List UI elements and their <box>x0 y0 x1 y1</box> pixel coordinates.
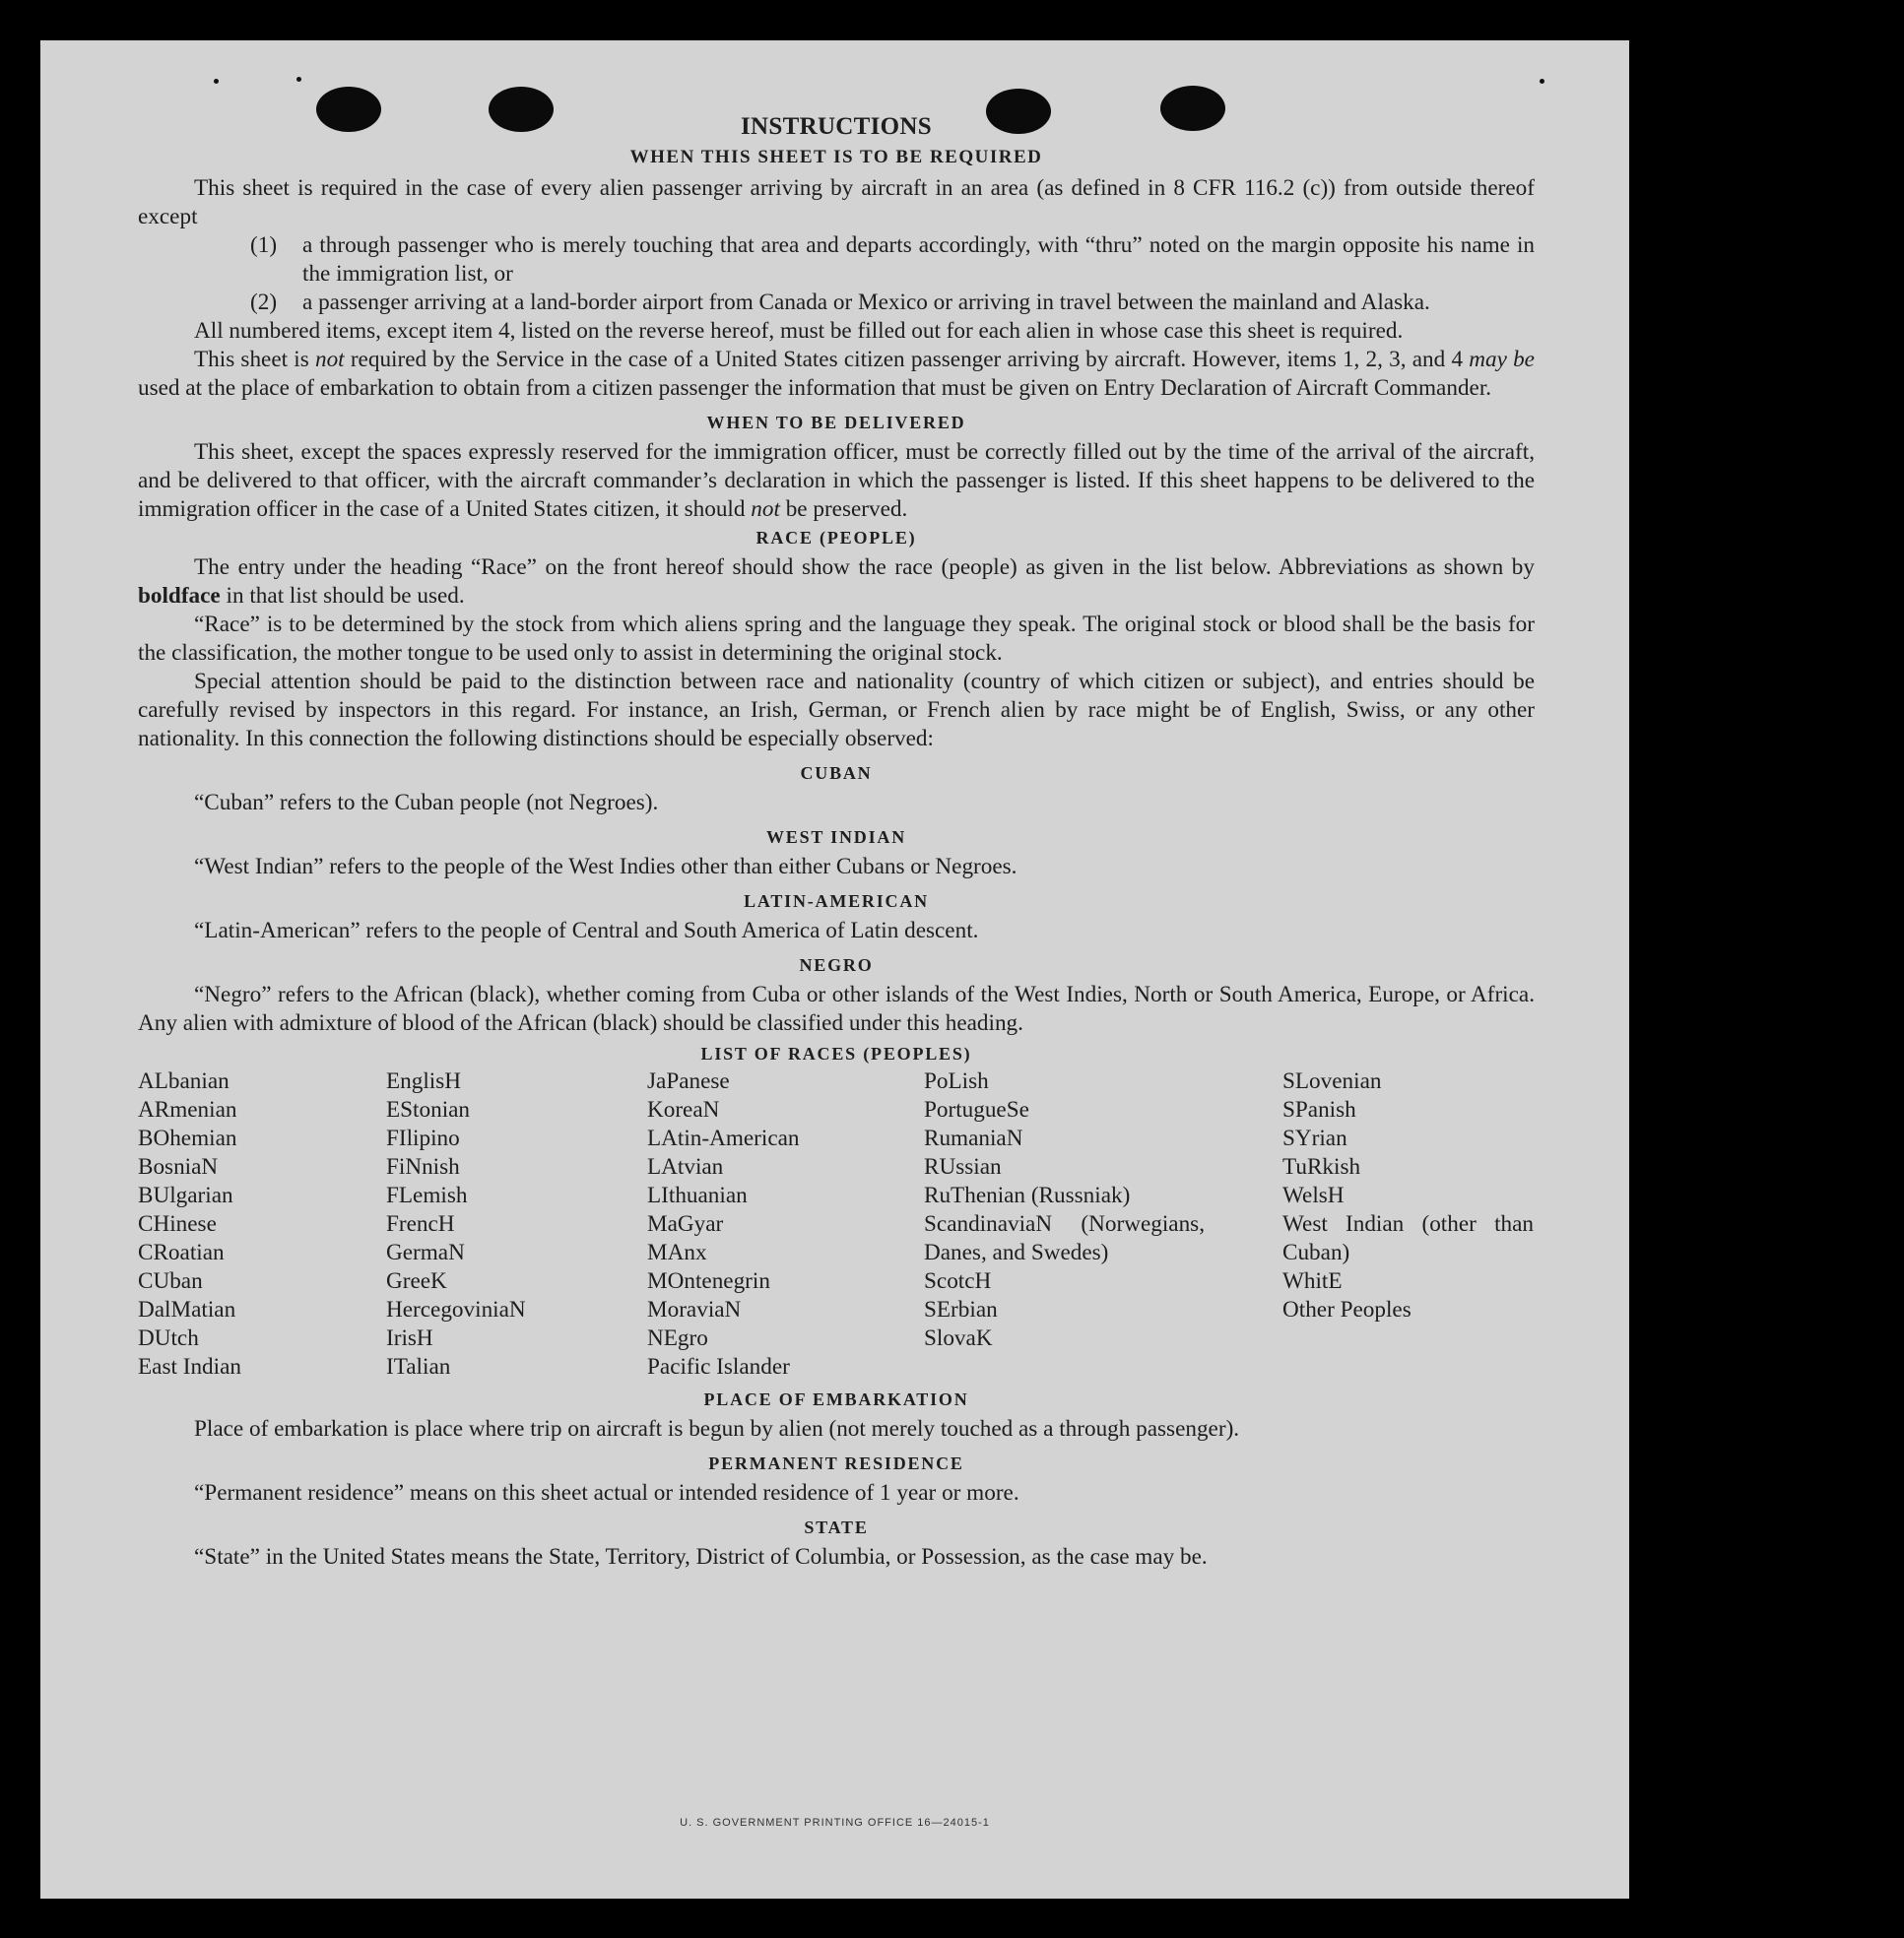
latin-american-paragraph: “Latin-American” refers to the people of Central and South America of Latin descent. <box>194 918 979 943</box>
list-item: MAnx <box>647 1240 707 1265</box>
citizen-paragraph: This sheet is not required by the Service in the case of a United States citizen passenger arriving by aircraft. However, items 1, 2, 3, and 4 may be used at the place of embarkation to obtain from a citizen passenger the information that must be given on Entry Declaration of Aircraft Commander. <box>138 347 1535 401</box>
list-item: DalMatian <box>138 1297 236 1323</box>
list-item: GermaN <box>386 1240 465 1265</box>
list-item: LIthuanian <box>647 1183 748 1208</box>
state-paragraph: “State” in the United States means the State, Territory, District of Columbia, or Possession, as the case may be. <box>194 1544 1208 1570</box>
speck <box>296 77 301 82</box>
punch-hole-2 <box>489 87 554 132</box>
list-item: LAtin-American <box>647 1126 800 1151</box>
printing-office-footer: U. S. GOVERNMENT PRINTING OFFICE 16—24015-1 <box>680 1817 990 1829</box>
list-item: SlovaK <box>924 1325 993 1351</box>
speck <box>1540 79 1544 84</box>
section-heading-residence: PERMANENT RESIDENCE <box>708 1454 964 1473</box>
list-item: PortugueSe <box>924 1097 1029 1123</box>
list-item: RuThenian (Russniak) <box>924 1183 1131 1208</box>
list-item: MOntenegrin <box>647 1268 770 1294</box>
list-item: BosniaN <box>138 1154 219 1180</box>
race-column-1 <box>138 1067 386 1382</box>
section-heading-negro: NEGRO <box>799 955 874 975</box>
list-item: LAtvian <box>647 1154 724 1180</box>
list-item: SErbian <box>924 1297 998 1323</box>
list-item: ITalian <box>386 1354 451 1380</box>
section-heading-required: WHEN THIS SHEET IS TO BE REQUIRED <box>629 147 1043 167</box>
list-item: TuRkish <box>1282 1154 1361 1180</box>
numbered-items-paragraph: All numbered items, except item 4, listed on the reverse hereof, must be filled out for each alien in whose case this sheet is required. <box>194 318 1404 344</box>
list-item: ARmenian <box>138 1097 237 1123</box>
list-item: MoraviaN <box>647 1297 742 1323</box>
cuban-paragraph: “Cuban” refers to the Cuban people (not Negroes). <box>194 790 659 815</box>
race-list <box>138 1067 1535 1382</box>
list-item: KoreaN <box>647 1097 720 1123</box>
list-item: BOhemian <box>138 1126 237 1151</box>
race-paragraph-2: “Race” is to be determined by the stock from which aliens spring and the language they speak. The original stock or blood shall be the basis for the classification, the mother tongue to be used only to assist in determining the original stock. <box>138 612 1535 666</box>
list-item: WelsH <box>1282 1183 1345 1208</box>
list-item: ALbanian <box>138 1068 230 1094</box>
list-item: CUban <box>138 1268 203 1294</box>
list-item: FLemish <box>386 1183 468 1208</box>
list-item: JaPanese <box>647 1068 730 1094</box>
section-heading-latin-american: LATIN-AMERICAN <box>744 891 929 911</box>
list-item: Other Peoples <box>1282 1297 1412 1323</box>
section-heading-west-indian: WEST INDIAN <box>765 827 906 847</box>
document-sheet <box>40 40 1629 1899</box>
exception-item-2 <box>250 289 1535 317</box>
section-heading-delivered: WHEN TO BE DELIVERED <box>706 413 966 432</box>
race-column-2 <box>386 1067 647 1382</box>
list-item: SPanish <box>1282 1097 1356 1123</box>
list-item: CRoatian <box>138 1240 225 1265</box>
race-column-3 <box>647 1067 924 1382</box>
negro-paragraph: “Negro” refers to the African (black), whether coming from Cuba or other islands of the West Indies, North or South America, Europe, or Africa. Any alien with admixture of blood of the African (black) should be classified under this heading. <box>138 982 1535 1036</box>
list-item: FIlipino <box>386 1126 460 1151</box>
list-item: HercegoviniaN <box>386 1297 526 1323</box>
race-column-4 <box>924 1067 1205 1382</box>
list-item: NEgro <box>647 1325 708 1351</box>
instructions-title: INSTRUCTIONS <box>741 113 932 140</box>
list-item: West Indian (other than Cuban) <box>1282 1211 1534 1265</box>
delivered-paragraph: This sheet, except the spaces expressly reserved for the immigration officer, must be correctly filled out by the time of the arrival of the aircraft, and be delivered to that officer, with the aircraft commander’s declaration in which the passenger is listed. If this sheet happens to be delivered to the immigration officer in the case of a United States citizen, it should not be preserved. <box>138 439 1535 522</box>
section-heading-list-of-races: LIST OF RACES (PEOPLES) <box>700 1044 972 1064</box>
list-item: MaGyar <box>647 1211 724 1237</box>
list-item: ScotcH <box>924 1268 992 1294</box>
list-item: RumaniaN <box>924 1126 1023 1151</box>
list-item: IrisH <box>386 1325 433 1351</box>
list-item: SYrian <box>1282 1126 1347 1151</box>
list-item: East Indian <box>138 1354 241 1380</box>
list-item: CHinese <box>138 1211 217 1237</box>
punch-hole-1 <box>316 87 381 132</box>
list-item: EStonian <box>386 1097 471 1123</box>
item-text: a through passenger who is merely touching that area and departs accordingly, with “thru” noted on the margin opposite his name in the immigration list, or <box>302 232 1535 287</box>
list-item: BUlgarian <box>138 1183 233 1208</box>
residence-paragraph: “Permanent residence” means on this sheet actual or intended residence of 1 year or more. <box>194 1480 1019 1506</box>
list-item: DUtch <box>138 1325 199 1351</box>
list-item: GreeK <box>386 1268 447 1294</box>
speck <box>214 79 219 84</box>
race-paragraph-1: The entry under the heading “Race” on the front hereof should show the race (people) as given in the list below. Abbreviations as shown by boldface in that list should be used. <box>138 554 1535 609</box>
item-number: (2) <box>250 290 278 315</box>
list-item: ScandinaviaN (Norwegians, Danes, and Swedes) <box>924 1211 1205 1265</box>
race-column-5 <box>1282 1067 1534 1382</box>
list-item: EnglisH <box>386 1068 462 1094</box>
list-item: SLovenian <box>1282 1068 1382 1094</box>
list-item: WhitE <box>1282 1268 1343 1294</box>
list-item: Pacific Islander <box>647 1354 790 1380</box>
section-heading-race: RACE (PEOPLE) <box>755 528 917 548</box>
item-number: (1) <box>250 232 278 258</box>
item-text: a passenger arriving at a land-border airport from Canada or Mexico or arriving in travel between the mainland and Alaska. <box>302 290 1430 315</box>
list-item: FrencH <box>386 1211 455 1237</box>
embarkation-paragraph: Place of embarkation is place where trip on aircraft is begun by alien (not merely touched as a through passenger). <box>194 1416 1240 1442</box>
required-paragraph: This sheet is required in the case of every alien passenger arriving by aircraft in an area (as defined in 8 CFR 116.2 (c)) from outside thereof except <box>138 175 1535 229</box>
race-paragraph-3: Special attention should be paid to the distinction between race and nationality (country of which citizen or subject), and entries should be carefully revised by inspectors in this regard. For instance, an Irish, German, or French alien by race might be of English, Swiss, or any other nationality. In this connection the following distinctions should be especially observed: <box>138 669 1535 751</box>
exception-item-1 <box>250 231 1535 289</box>
punch-hole-3 <box>986 89 1051 134</box>
list-item: FiNnish <box>386 1154 460 1180</box>
punch-hole-4 <box>1160 86 1225 131</box>
list-item: PoLish <box>924 1068 989 1094</box>
section-heading-state: STATE <box>804 1518 869 1537</box>
list-item: RUssian <box>924 1154 1002 1180</box>
section-heading-cuban: CUBAN <box>800 763 873 783</box>
west-indian-paragraph: “West Indian” refers to the people of the West Indies other than either Cubans or Negroes. <box>194 854 1018 879</box>
section-heading-embarkation: PLACE OF EMBARKATION <box>703 1389 969 1409</box>
